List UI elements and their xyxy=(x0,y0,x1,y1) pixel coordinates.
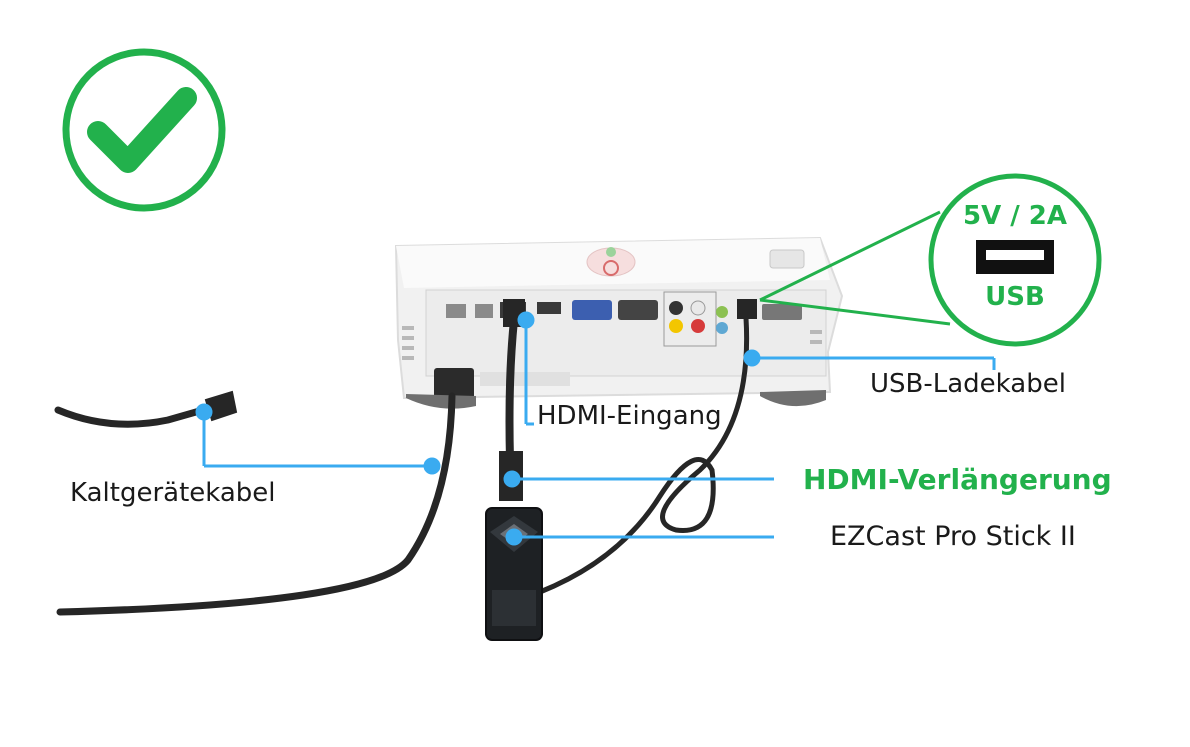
ezcast-stick xyxy=(486,508,542,640)
stick-label: EZCast Pro Stick II xyxy=(830,521,1076,552)
check-circle-icon xyxy=(66,52,222,208)
usb-cable-label: USB-Ladekabel xyxy=(870,369,1066,399)
usb-port-icon xyxy=(976,240,1054,274)
hdmi-input-label: HDMI-Eingang xyxy=(537,401,722,431)
usb-port-label: USB xyxy=(985,282,1045,312)
usb-spec-label: 5V / 2A xyxy=(962,201,1068,231)
power-cable xyxy=(58,408,210,424)
projector xyxy=(396,238,842,409)
power-cable-label: Kaltgerätekabel xyxy=(70,478,276,508)
hdmi-cable xyxy=(510,320,515,460)
hdmi-extension-label: HDMI-Verlängerung xyxy=(803,463,1112,496)
